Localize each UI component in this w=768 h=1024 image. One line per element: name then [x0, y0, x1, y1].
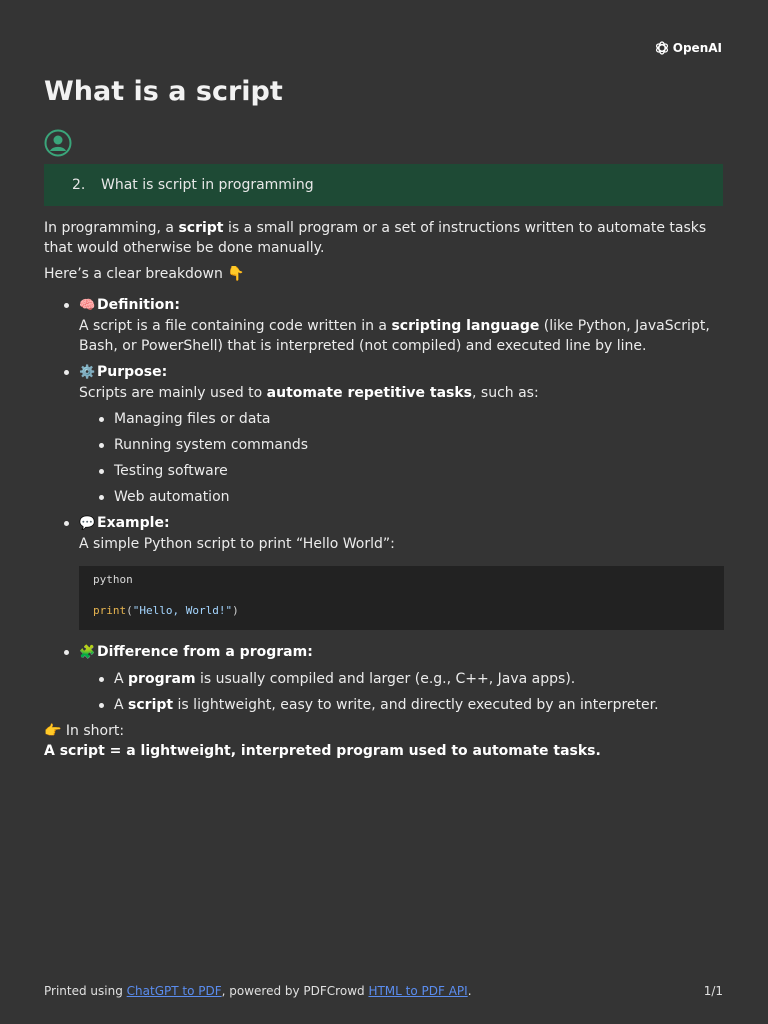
openai-logo: [654, 40, 722, 56]
prompt-text: What is script in programming: [101, 177, 314, 193]
list-item-purpose: ⚙️ Purpose: Scripts are mainly used to automate repetitive tasks, such as: Managing files or data Running system commands Testing software Web automation: [44, 362, 724, 507]
example-label: Example:: [97, 515, 170, 531]
list-item: A program is usually compiled and larger (e.g., C++, Java apps).: [79, 669, 724, 689]
speech-bubble-icon: 💬: [79, 516, 96, 531]
list-item: Managing files or data: [79, 409, 724, 429]
definition-label: Definition:: [97, 297, 180, 313]
breakdown-list: [44, 295, 724, 715]
user-avatar-icon: [44, 129, 72, 157]
list-item: Testing software: [79, 461, 724, 481]
breakdown-lead: Here’s a clear breakdown 👇: [44, 266, 245, 282]
openai-knot-icon: [654, 40, 670, 56]
list-item-difference: [44, 642, 724, 715]
page-number: 1/1: [703, 984, 723, 998]
pointing-hand-icon: 👉: [44, 723, 62, 739]
page-title: What is a script: [44, 76, 283, 107]
footer-credit: Printed using ChatGPT to PDF, powered by PDFCrowd HTML to PDF API.: [44, 984, 472, 998]
code-block[interactable]: [79, 566, 724, 630]
difference-sublist: [79, 669, 724, 715]
brand-name: OpenAI: [672, 41, 722, 55]
gear-icon: ⚙️: [79, 365, 96, 380]
puzzle-icon: 🧩: [79, 645, 96, 660]
intro-paragraph: In programming, a script is a small program or a set of instructions written to automate tasks that would otherwise be done manually.: [44, 220, 707, 256]
user-prompt: [44, 164, 723, 206]
purpose-sublist: [79, 409, 724, 507]
list-item: A script is lightweight, easy to write, and directly executed by an interpreter.: [79, 695, 724, 715]
html-to-pdf-api-link[interactable]: HTML to PDF API: [368, 984, 468, 998]
list-item: Running system commands: [79, 435, 724, 455]
summary-lead: 👉 In short:: [44, 723, 125, 739]
footer: [44, 984, 723, 998]
code-line: print("Hello, World!"): [93, 604, 239, 617]
list-item-definition: 🧠 Definition: A script is a file containing code written in a scripting language (like Python, JavaScript, Bash, or PowerShell) that is interpreted (not compiled) and executed line by line.: [44, 295, 724, 356]
list-item-example: 💬 Example: A simple Python script to print “Hello World”: python print("Hello, World!"): [44, 513, 724, 630]
prompt-number: 2.: [72, 177, 86, 193]
summary-text: A script = a lightweight, interpreted program used to automate tasks.: [44, 743, 601, 759]
list-item: Web automation: [79, 487, 724, 507]
difference-label: Difference from a program:: [97, 644, 313, 660]
code-language: python: [93, 573, 133, 586]
chatgpt-to-pdf-link[interactable]: ChatGPT to PDF: [126, 984, 222, 998]
answer-content: [44, 218, 724, 761]
brain-icon: 🧠: [79, 298, 96, 313]
purpose-label: Purpose:: [97, 364, 168, 380]
